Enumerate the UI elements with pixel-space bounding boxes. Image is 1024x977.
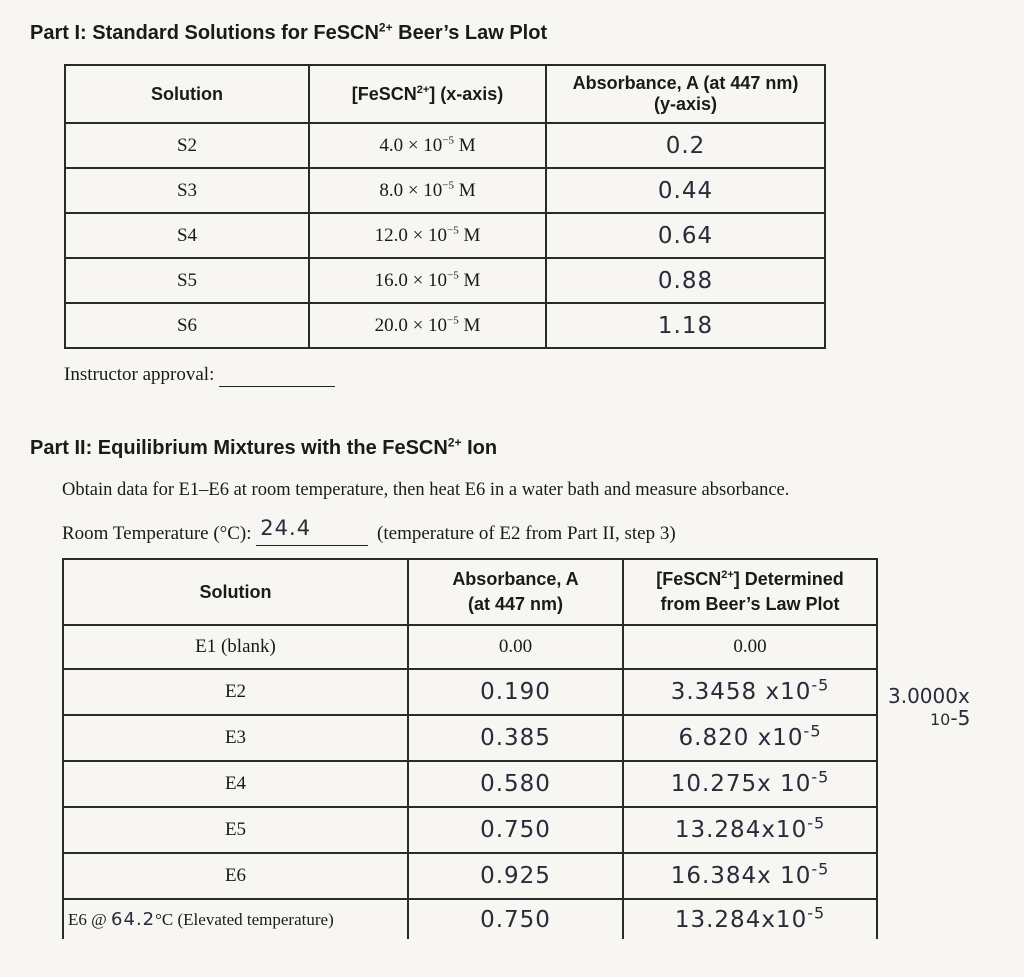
col-header-determined: [FeSCN$^{2+}$] Determined from Beer’s Law Plot (623, 559, 877, 625)
table-row (65, 213, 825, 258)
absorbance-cell: 0.385 (408, 715, 623, 761)
col-header-solution: Solution (65, 65, 309, 123)
table-row (63, 669, 877, 715)
table-row (63, 761, 877, 807)
solution-cell: E1 (blank) (63, 625, 408, 669)
absorbance-cell: 0.750 (408, 807, 623, 853)
table-row (63, 625, 877, 669)
col-header-absorbance: Absorbance, A (at 447 nm) (408, 559, 623, 625)
absorbance-cell: 0.925 (408, 853, 623, 899)
absorbance-cell: 0.44 (546, 168, 825, 213)
part2-instructions: Obtain data for E1–E6 at room temperature, then heat E6 in a water bath and measure absorbance. (62, 480, 790, 500)
concentration-cell: $8.0 \times 10^{-5}$ M (309, 168, 546, 213)
absorbance-cell: 0.190 (408, 669, 623, 715)
concentration-cell: $16.0 \times 10^{-5}$ M (309, 258, 546, 303)
solution-cell: E6 (63, 853, 408, 899)
solution-cell: E3 (63, 715, 408, 761)
solution-cell: E2 (63, 669, 408, 715)
determined-cell: 0.00 (623, 625, 877, 669)
determined-cell: 16.384x $10^{-5}$ (623, 853, 877, 899)
col-header-solution: Solution (63, 559, 408, 625)
concentration-cell: $20.0 \times 10^{-5}$ M (309, 303, 546, 348)
table-row (63, 807, 877, 853)
determined-cell: 10.275x $10^{-5}$ (623, 761, 877, 807)
standard-solutions-table (64, 64, 826, 349)
solution-cell: E6 @ 64.2°C (Elevated temperature) (63, 899, 408, 939)
part2-title: Part II: Equilibrium Mixtures with the FeSCN$^{2+}$ Ion (30, 435, 498, 459)
table-row (63, 853, 877, 899)
solution-cell: E4 (63, 761, 408, 807)
table-header-row (65, 65, 825, 123)
table-row-elevated (63, 899, 877, 939)
equilibrium-mixtures-table (62, 558, 878, 939)
instructor-approval-line[interactable] (219, 364, 335, 387)
room-temperature-field[interactable] (256, 516, 368, 546)
table-row (65, 303, 825, 348)
solution-cell: S3 (65, 168, 309, 213)
absorbance-cell: 0.750 (408, 899, 623, 939)
absorbance-cell: 0.64 (546, 213, 825, 258)
solution-cell: S6 (65, 303, 309, 348)
solution-cell: S5 (65, 258, 309, 303)
room-temperature-value: 24.4 (260, 516, 312, 540)
absorbance-cell: 1.18 (546, 303, 825, 348)
col-header-concentration: [FeSCN$^{2+}$] (x-axis) (309, 65, 546, 123)
solution-cell: S4 (65, 213, 309, 258)
margin-note: 3.0000x 10-5 (888, 684, 971, 730)
instructor-approval: Instructor approval: (64, 364, 335, 387)
concentration-cell: $4.0 \times 10^{-5}$ M (309, 123, 546, 168)
absorbance-cell: 0.00 (408, 625, 623, 669)
absorbance-cell: 0.580 (408, 761, 623, 807)
determined-cell: $13.284x10^{-5}$ (623, 807, 877, 853)
col-header-absorbance: Absorbance, A (at 447 nm) (y-axis) (546, 65, 825, 123)
determined-cell: $13.284x10^{-5}$ (623, 899, 877, 939)
table-row (65, 168, 825, 213)
concentration-cell: $12.0 \times 10^{-5}$ M (309, 213, 546, 258)
table-row (63, 715, 877, 761)
table-row (65, 123, 825, 168)
part1-title: Part I: Standard Solutions for FeSCN$^{2+}$ Beer’s Law Plot (30, 20, 548, 44)
table-header-row (63, 559, 877, 625)
room-temperature: Room Temperature (°C): 24.4 (temperature of E2 from Part II, step 3) (62, 516, 676, 544)
determined-cell: 3.3458 $x10^{-5}$ (623, 669, 877, 715)
table-row (65, 258, 825, 303)
absorbance-cell: 0.2 (546, 123, 825, 168)
determined-cell: 6.820 $x10^{-5}$ (623, 715, 877, 761)
solution-cell: E5 (63, 807, 408, 853)
absorbance-cell: 0.88 (546, 258, 825, 303)
solution-cell: S2 (65, 123, 309, 168)
